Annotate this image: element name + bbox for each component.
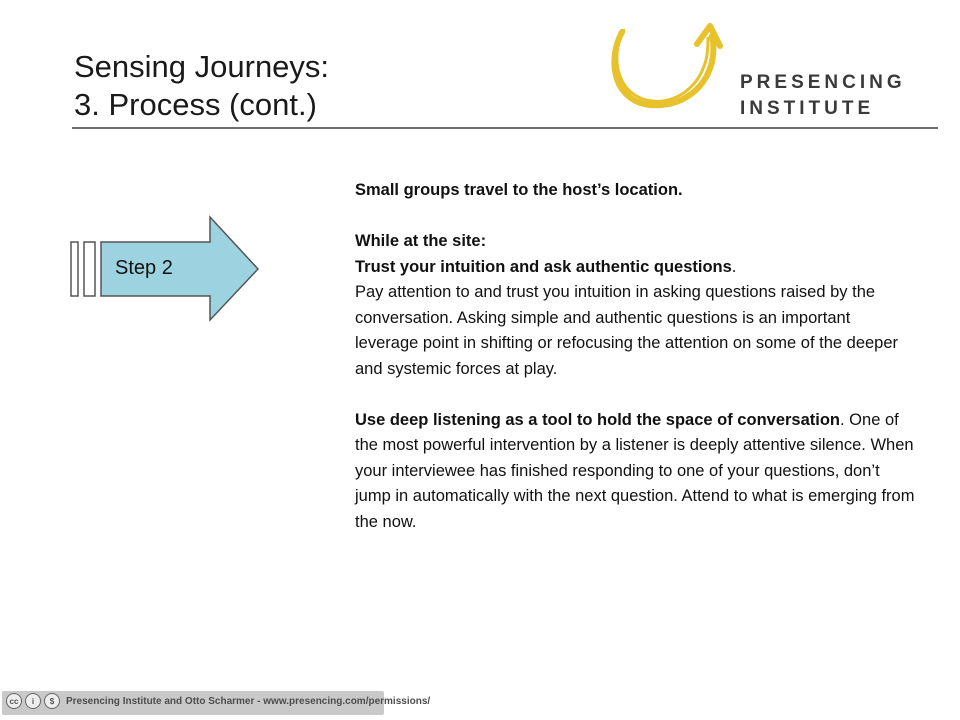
- listening-body: . One of the most powerful intervention by a listener is deeply attentive silence. When your interviewee has finished responding to one of your questions, don’t jump in automatically with the next question. Attend to what is emerging from the now.: [355, 410, 915, 531]
- slide-title-line1: Sensing Journeys:: [74, 49, 330, 84]
- slide-title: [74, 48, 329, 124]
- travel-text: Small groups travel to the host’s location.: [355, 181, 683, 199]
- by-icon: i: [25, 693, 41, 709]
- footer-text: Presencing Institute and Otto Scharmer - www.presencing.com/permissions/: [66, 696, 431, 707]
- paragraph-listening: [355, 408, 915, 536]
- paragraph-intuition-body: Pay attention to and trust you intuition in asking questions raised by the conversation. Asking simple and authentic questions is an important leverage point in shifting or refocusing the attention on some of the deeper and systemic forces at play.: [355, 283, 899, 378]
- cc-icon: cc: [6, 693, 22, 709]
- creative-commons-icons: [6, 693, 60, 709]
- paragraph-intuition: [355, 255, 915, 281]
- presencing-logo-arrow-icon: [600, 18, 732, 114]
- intuition-punct: .: [731, 257, 737, 276]
- logo-line1: PRESENCING: [740, 72, 906, 93]
- site-heading: While at the site:: [355, 232, 487, 250]
- slide-title-line2: 3. Process (cont.): [74, 87, 317, 122]
- license-footer: [2, 691, 431, 715]
- paragraph-site: [355, 229, 915, 255]
- intuition-heading: Trust your intuition and ask authentic questions: [355, 257, 732, 276]
- slide-body: [355, 178, 915, 535]
- step-label: Step 2: [115, 257, 173, 279]
- step-bar-1: [71, 242, 78, 296]
- logo-line2: INSTITUTE: [740, 98, 875, 119]
- listening-heading: Use deep listening as a tool to hold the space of conversation: [355, 410, 841, 429]
- step-bar-2: [84, 242, 95, 296]
- title-divider: [72, 127, 938, 129]
- paragraph-travel: [355, 178, 915, 204]
- nc-icon: $: [44, 693, 60, 709]
- logo-wordmark: [740, 70, 906, 122]
